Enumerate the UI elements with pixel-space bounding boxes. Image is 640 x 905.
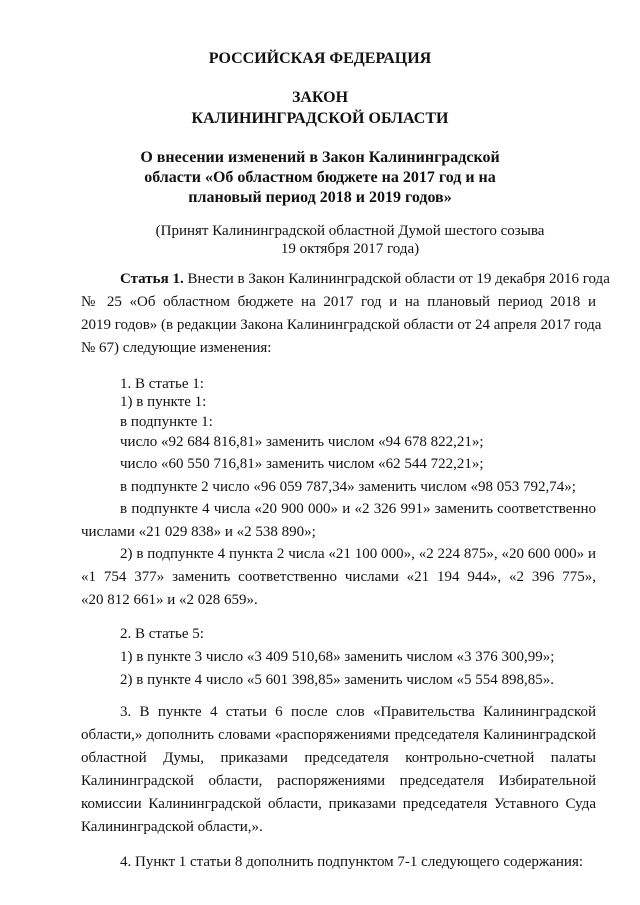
item-1-p7a: 2) в подпункте 4 пункта 2 числа «21 100 000», «2 224 875», «20 600 000» и xyxy=(120,546,596,562)
item-3-line-1: 3. В пункте 4 статьи 6 после слов «Правительства Калининградской xyxy=(120,704,596,720)
item-2-p1: 1) в пункте 3 число «3 409 510,68» заменить числом «3 376 300,99»; xyxy=(120,649,555,665)
item-3-line-4: Калининградской области, распоряжениями председателя Избирательной xyxy=(81,773,596,789)
title-line-2: области «Об областном бюджете на 2017 год и на xyxy=(144,169,496,186)
item-3-line-3: областной Думы, приказами председателя контрольно-счетной палаты xyxy=(81,750,596,766)
item-1-p7c: «20 812 661» и «2 028 659». xyxy=(81,592,258,608)
item-3-line-2: области,» дополнить словами «распоряжениями председателя Калининградской xyxy=(81,727,596,743)
country-heading: РОССИЙСКАЯ ФЕДЕРАЦИЯ xyxy=(208,50,432,67)
item-1-p6a: в подпункте 4 числа «20 900 000» и «2 326 991» заменить соответственно xyxy=(120,501,596,517)
adoption-line-1: (Принят Калининградской областной Думой шестого созыва xyxy=(155,223,545,239)
item-2-p2: 2) в пункте 4 число «5 601 398,85» заменить числом «5 554 898,85». xyxy=(120,672,555,688)
law-heading: ЗАКОН xyxy=(291,89,349,106)
item-1-p3: число «92 684 816,81» заменить числом «94 678 822,21»; xyxy=(120,434,484,450)
item-1-p7b: «1 754 377» заменить соответственно числами «21 194 944», «2 396 775», xyxy=(81,569,596,585)
item-4-line-1: 4. Пункт 1 статьи 8 дополнить подпунктом 7-1 следующего содержания: xyxy=(120,854,584,870)
item-3-line-5: комиссии Калининградской области, приказами председателя Уставного Суда xyxy=(81,796,596,812)
article-1-line-4: № 67) следующие изменения: xyxy=(81,340,272,356)
article-1-intro xyxy=(120,270,610,288)
title-line-1: О внесении изменений в Закон Калининградской xyxy=(140,149,500,166)
title-line-3: плановый период 2018 и 2019 годов» xyxy=(188,189,452,206)
article-1-text: Внести в Закон Калининградской области от 19 декабря 2016 года xyxy=(183,271,610,287)
article-1-line-2: № 25 «Об областном бюджете на 2017 год и на плановый период 2018 и xyxy=(81,294,596,310)
region-heading: КАЛИНИНГРАДСКОЙ ОБЛАСТИ xyxy=(191,110,449,127)
item-1-p6b: числами «21 029 838» и «2 538 890»; xyxy=(81,524,316,540)
item-2-heading: 2. В статье 5: xyxy=(120,626,204,642)
item-1-p2: в подпункте 1: xyxy=(120,414,213,430)
item-3-line-6: Калининградской области,». xyxy=(81,819,263,835)
item-1-heading: 1. В статье 1: xyxy=(120,376,204,392)
item-1-p1: 1) в пункте 1: xyxy=(120,394,207,410)
article-1-label: Статья 1. xyxy=(120,271,184,287)
adoption-line-2: 19 октября 2017 года) xyxy=(280,241,420,257)
item-1-p4: число «60 550 716,81» заменить числом «62 544 722,21»; xyxy=(120,456,484,472)
article-1-line-3: 2019 годов» (в редакции Закона Калининградской области от 24 апреля 2017 года xyxy=(81,317,602,333)
item-1-p5: в подпункте 2 число «96 059 787,34» заменить числом «98 053 792,74»; xyxy=(120,479,576,495)
